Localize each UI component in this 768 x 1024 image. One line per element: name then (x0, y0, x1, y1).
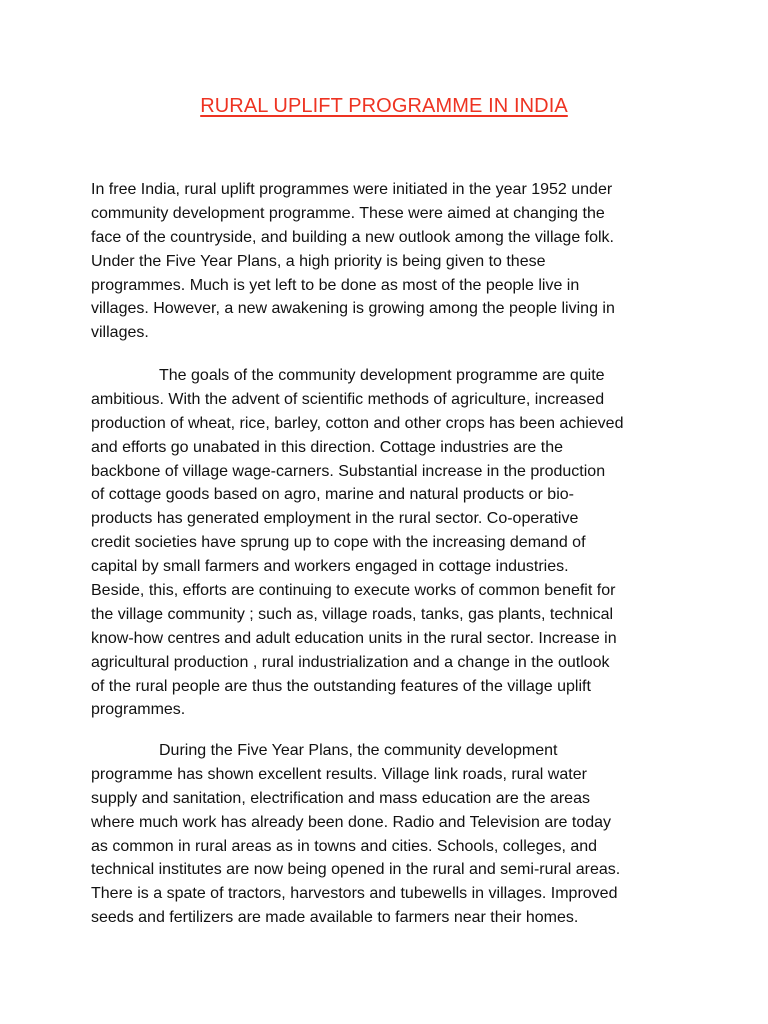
paragraph-line: villages. However, a new awakening is growing among the people living in (91, 300, 615, 318)
document-title: RURAL UPLIFT PROGRAMME IN INDIA (200, 95, 568, 117)
paragraph-line: There is a spate of tractors, harvestors and tubewells in villages. Improved (91, 885, 618, 903)
paragraph-line: know-how centres and adult education units in the rural sector. Increase in (91, 629, 617, 647)
paragraph-line: programme has shown excellent results. Village link roads, rural water (91, 765, 587, 783)
paragraph-line: backbone of village wage-carners. Substantial increase in the production (91, 462, 606, 480)
paragraph-line: During the Five Year Plans, the community development (159, 742, 558, 759)
paragraph-line: of the rural people are thus the outstanding features of the village uplift (91, 677, 591, 695)
paragraph-line: where much work has already been done. Radio and Television are today (91, 813, 612, 831)
paragraph-line: production of wheat, rice, barley, cotton and other crops has been achieved (91, 414, 624, 432)
paragraph-line: credit societies have sprung up to cope with the increasing demand of (91, 534, 586, 552)
paragraph-2 (91, 364, 691, 722)
paragraph-line: The goals of the community development programme are quite (159, 367, 605, 384)
paragraph-line: face of the countryside, and building a new outlook among the village folk. (91, 228, 614, 246)
paragraph-line: and efforts go unabated in this direction. Cottage industries are the (91, 438, 564, 456)
paragraph-line: programmes. (91, 701, 186, 719)
paragraph-line: agricultural production , rural industrialization and a change in the outlook (91, 653, 610, 671)
paragraph-line: In free India, rural uplift programmes were initiated in the year 1952 under (91, 181, 613, 198)
paragraph-line: capital by small farmers and workers engaged in cottage industries. (91, 558, 569, 576)
paragraph-1 (91, 178, 691, 345)
paragraph-line: programmes. Much is yet left to be done as most of the people live in (91, 276, 580, 294)
paragraph-line: products has generated employment in the rural sector. Co-operative (91, 510, 579, 528)
paragraph-line: villages. (91, 324, 149, 342)
paragraph-line: technical institutes are now being opened in the rural and semi-rural areas. (91, 861, 621, 879)
paragraph-line: ambitious. With the advent of scientific methods of agriculture, increased (91, 390, 605, 408)
paragraph-line: supply and sanitation, electrification and mass education are the areas (91, 789, 590, 807)
paragraph-line: the village community ; such as, village roads, tanks, gas plants, technical (91, 605, 614, 623)
paragraph-line: of cottage goods based on agro, marine and natural products or bio- (91, 486, 574, 504)
paragraph-line: community development programme. These were aimed at changing the (91, 204, 605, 222)
paragraph-3 (91, 739, 691, 930)
paragraph-line: Under the Five Year Plans, a high priority is being given to these (91, 252, 546, 270)
paragraph-line: Beside, this, efforts are continuing to execute works of common benefit for (91, 582, 616, 600)
paragraph-line: as common in rural areas as in towns and cities. Schools, colleges, and (91, 837, 598, 855)
paragraph-line: seeds and fertilizers are made available to farmers near their homes. (91, 909, 579, 927)
